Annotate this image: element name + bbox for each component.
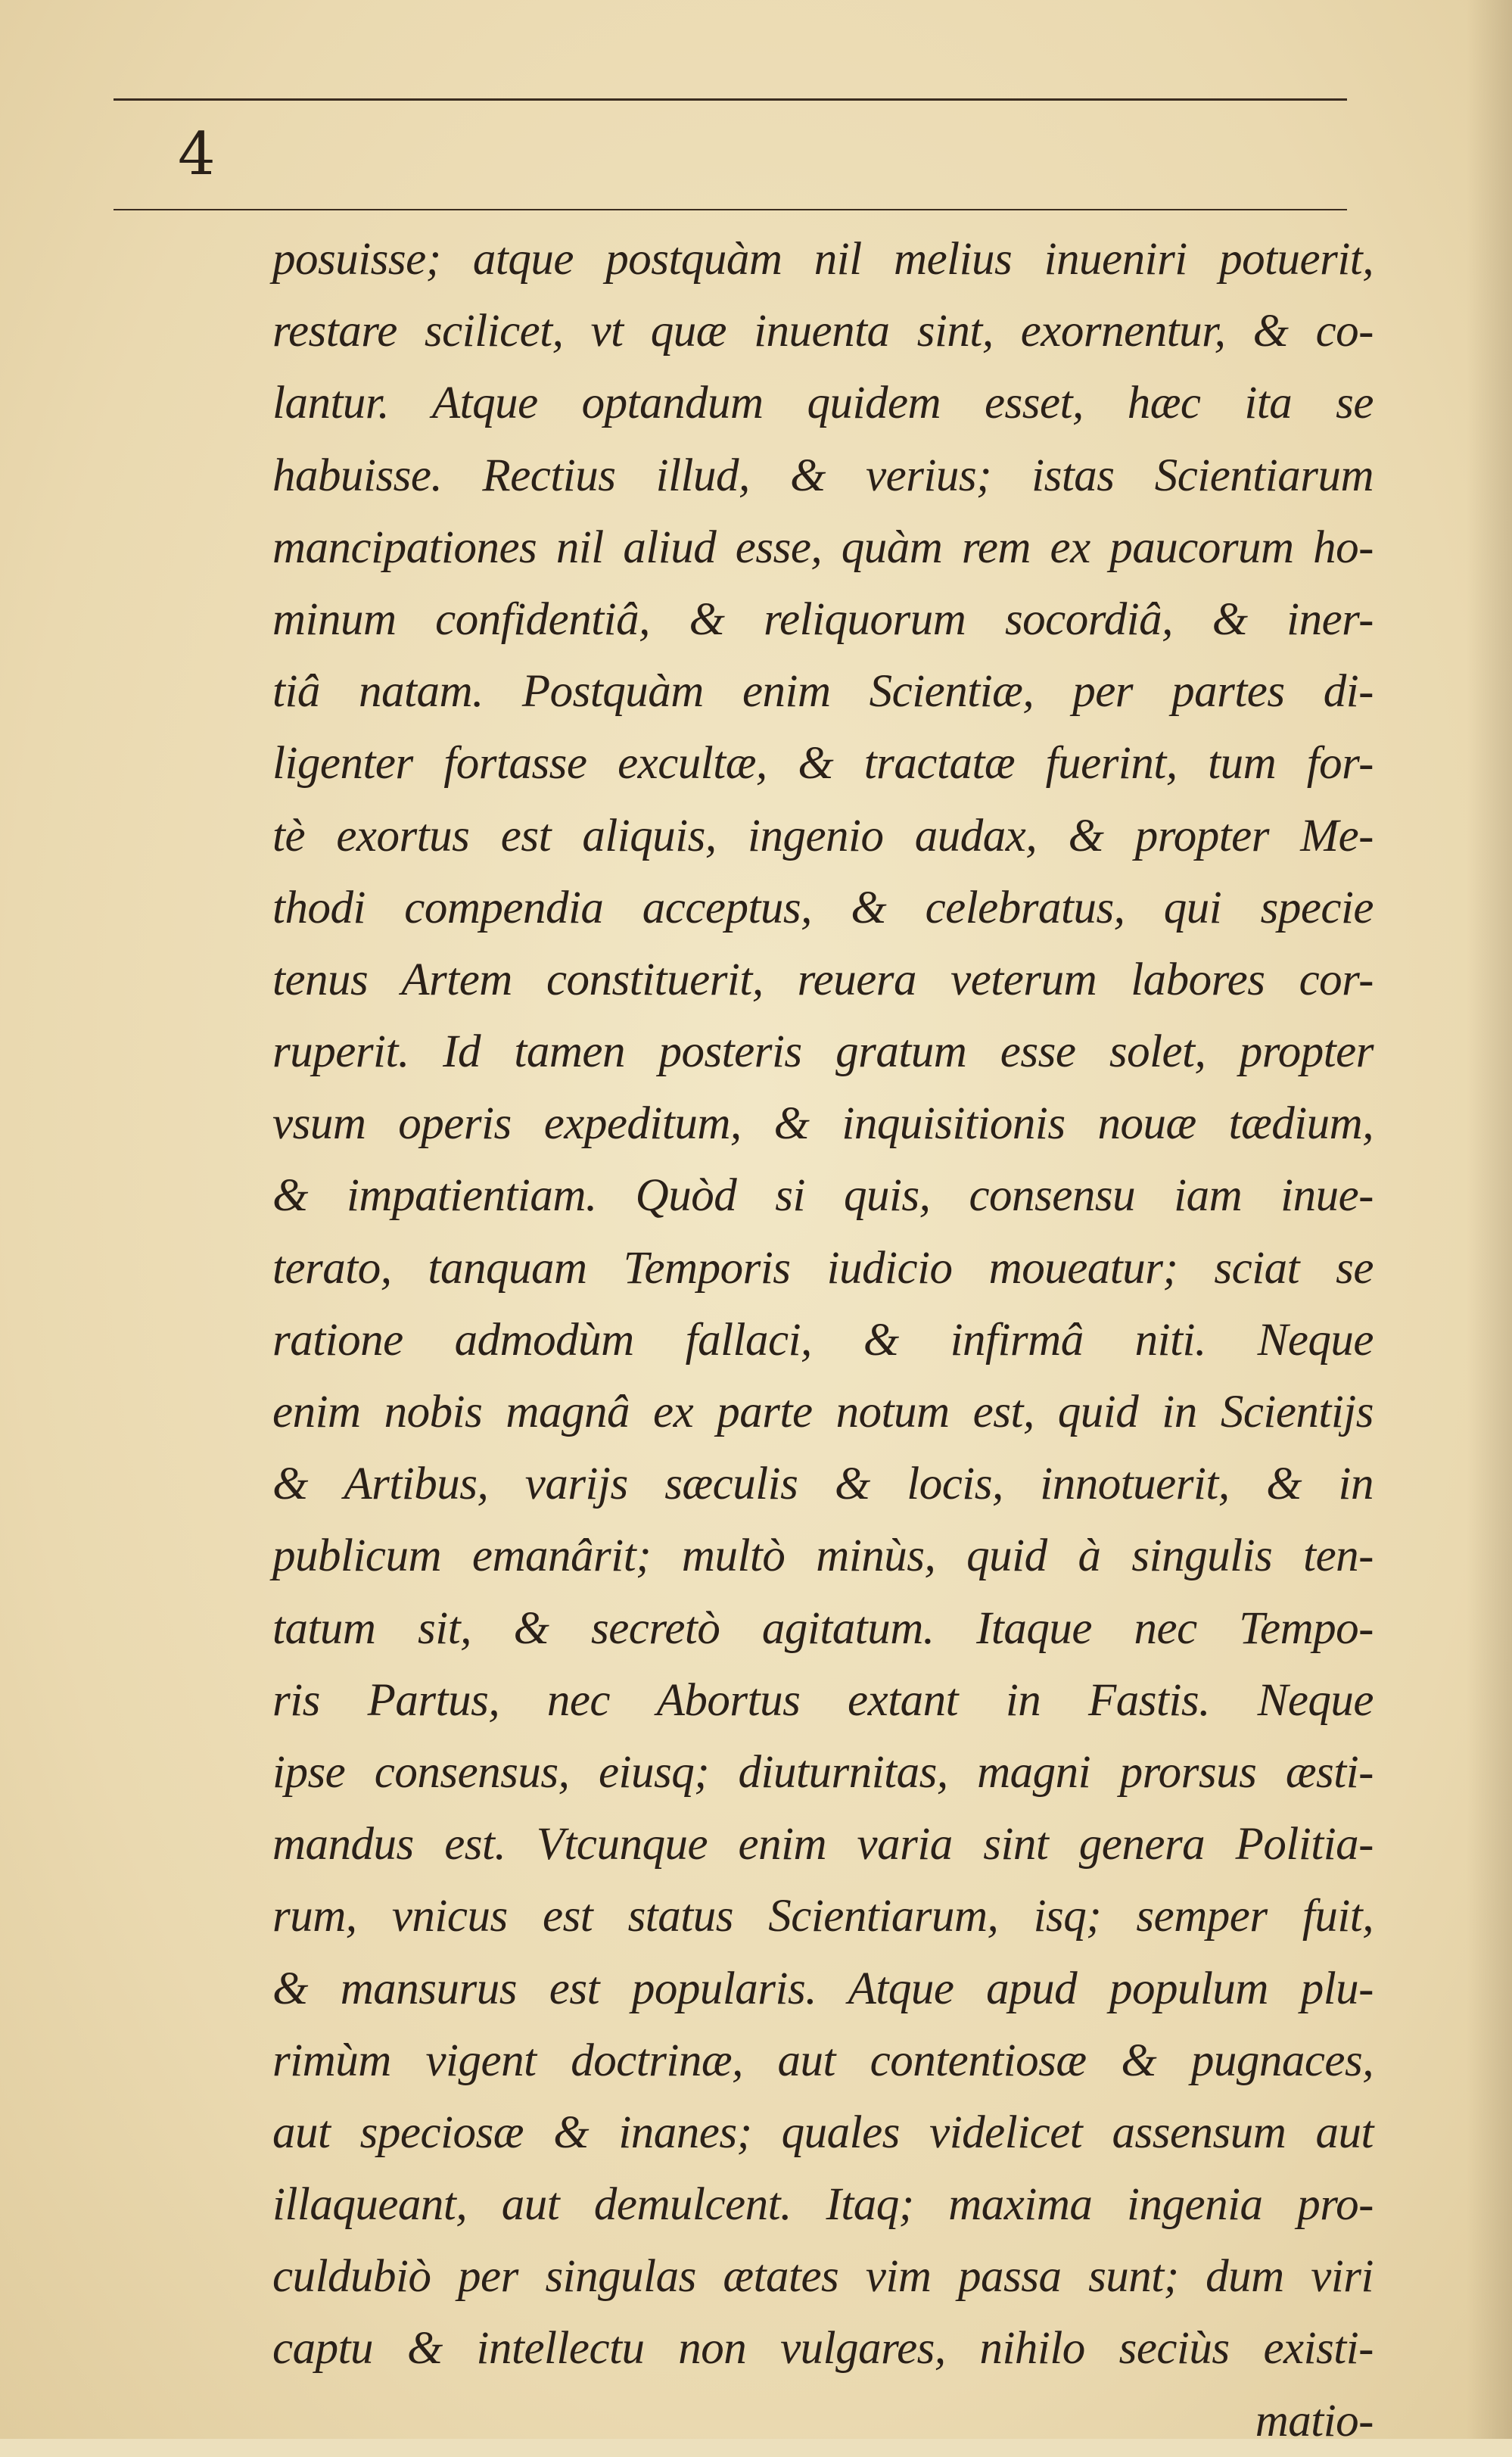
body-text [272,223,1374,2457]
header-rule-top [114,98,1347,101]
text-line: culdubiò per singulas ætates vim passa sunt; dum viri [272,2251,1374,2303]
text-line: illaqueant, aut demulcent. Itaq; maxima ingenia pro- [272,2179,1374,2231]
text-line: vsum operis expeditum, & inquisitionis nouæ tædium, [272,1098,1374,1150]
text-line: tenus Artem constituerit, reuera veterum labores cor- [272,954,1374,1005]
text-line: rimùm vigent doctrinæ, aut contentiosæ & pugnaces, [272,2035,1374,2086]
text-line: publicum emanârit; multò minùs, quid à singulis ten- [272,1531,1374,1582]
text-line: ipse consensus, eiusq; diuturnitas, magni prorsus æsti- [272,1746,1374,1798]
text-line: tatum sit, & secretò agitatum. Itaque nec Tempo- [272,1602,1374,1654]
text-line: ratione admodùm fallaci, & infirmâ niti. Neque [272,1314,1374,1366]
text-line: enim nobis magnâ ex parte notum est, quid in Scientijs [272,1387,1374,1437]
text-line: mancipationes nil aliud esse, quàm rem ex paucorum ho- [272,522,1374,573]
text-line: terato, tanquam Temporis iudicio moueatur; sciat se [272,1242,1374,1294]
text-line: posuisse; atque postquàm nil melius inueniri potuerit, [272,234,1374,285]
text-line: tiâ natam. Postquàm enim Scientiæ, per partes di- [272,666,1374,718]
text-line: & mansurus est popularis. Atque apud populum plu- [272,1963,1374,2014]
text-line: & Artibus, varijs sæculis & locis, innotuerit, & in [272,1459,1374,1510]
text-line: aut speciosæ & inanes; quales videlicet assensum aut [272,2107,1374,2158]
text-line: rum, vnicus est status Scientiarum, isq; semper fuit, [272,1891,1374,1942]
page-binding-shadow [1467,0,1512,2439]
text-line: ruperit. Id tamen posteris gratum esse solet, propter [272,1026,1374,1078]
header-rule-bottom [114,209,1347,210]
text-line: lantur. Atque optandum quidem esset, hæc ita se [272,378,1374,429]
text-line: mandus est. Vtcunque enim varia sint genera Politia- [272,1819,1374,1870]
text-line: captu & intellectu non vulgares, nihilo seciùs existi- [272,2323,1374,2374]
text-line: & impatientiam. Quòd si quis, consensu iam inue- [272,1170,1374,1222]
catchword: matio- [1255,2395,1374,2446]
text-line: ris Partus, nec Abortus extant in Fastis. Neque [272,1674,1374,1726]
page-number: 4 [178,120,216,188]
text-line: minum confidentiâ, & reliquorum socordiâ, & iner- [272,593,1374,645]
text-line: tè exortus est aliquis, ingenio audax, & propter Me- [272,810,1374,861]
text-line: ligenter fortasse excultæ, & tractatæ fuerint, tum for- [272,738,1374,789]
text-line: thodi compendia acceptus, & celebratus, qui specie [272,882,1374,933]
text-line: restare scilicet, vt quæ inuenta sint, exornentur, & co- [272,306,1374,357]
text-line: habuisse. Rectius illud, & verius; istas Scientiarum [272,450,1374,501]
